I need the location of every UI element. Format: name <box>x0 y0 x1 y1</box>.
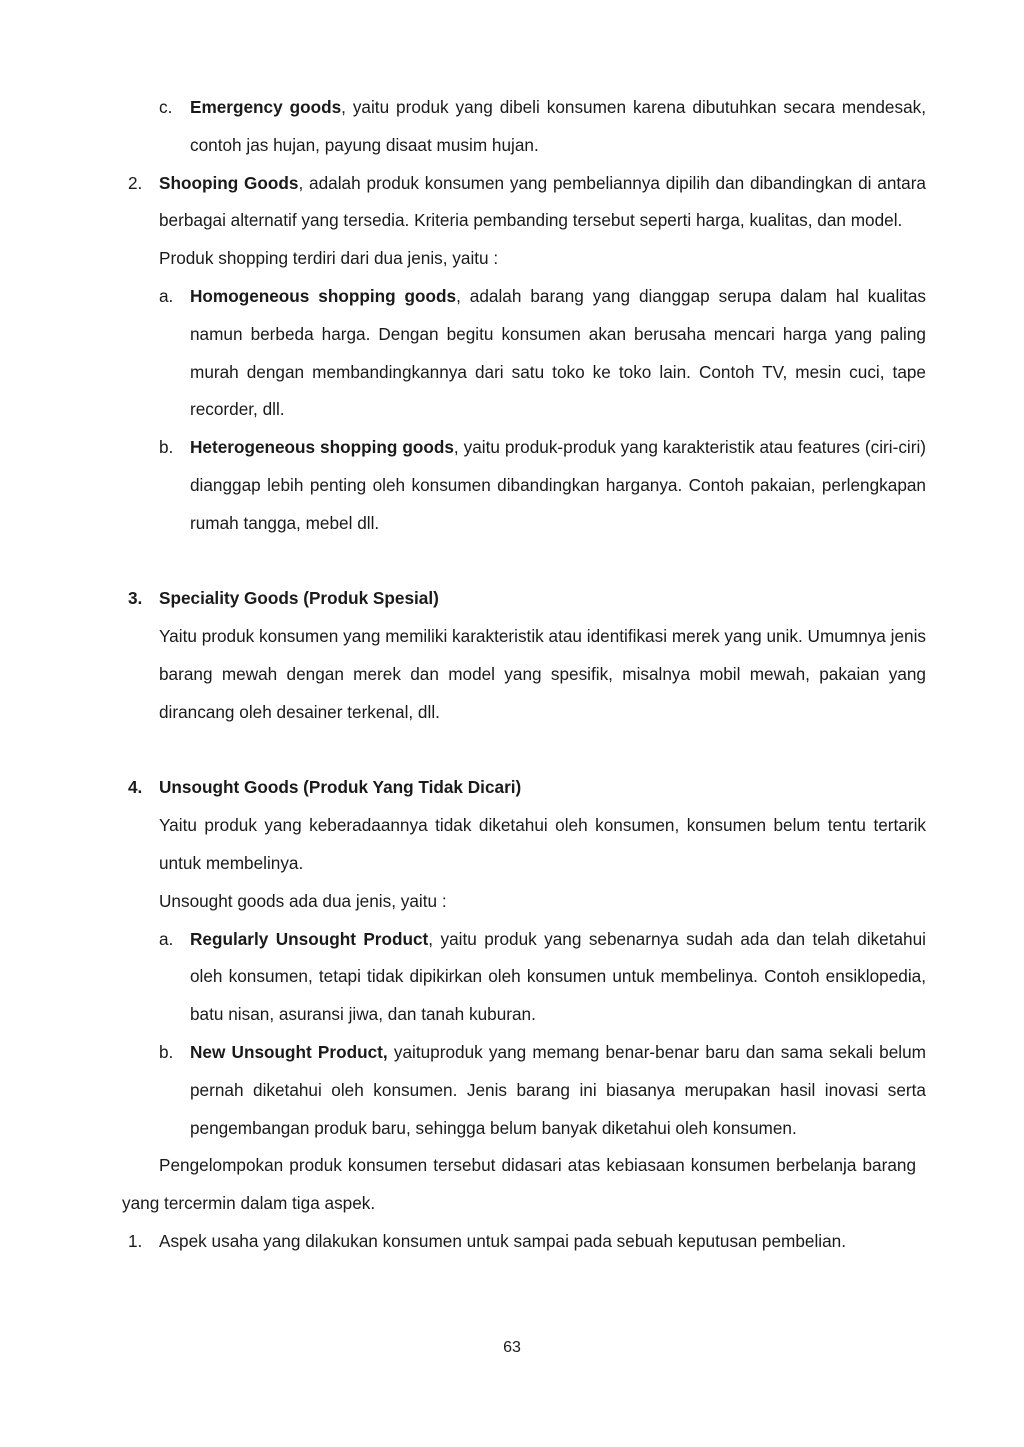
list-item-heterogeneous-shopping-goods <box>122 429 926 542</box>
list-item-shopping-goods <box>122 165 926 241</box>
section-text-unsought-goods: Yaitu produk yang keberadaannya tidak diketahui oleh konsumen, konsumen belum tentu tertarik untuk membelinya. <box>159 815 926 873</box>
definition-text: , yaitu produk yang sebenarnya sudah ada dan telah diketahui oleh konsumen, tetapi tidak dipikirkan oleh konsumen untuk membelinya. Contoh ensiklopedia, batu nisan, asuransi jiwa, dan tanah kuburan. <box>190 928 926 1025</box>
section-heading-speciality-goods <box>122 580 926 618</box>
list-item-aspect-1 <box>122 1223 926 1261</box>
page-number: 63 <box>503 1339 521 1356</box>
section-text-speciality-goods: Yaitu produk konsumen yang memiliki karakteristik atau identifikasi merek yang unik. Umumnya jenis barang mewah dengan merek dan model yang spesifik, misalnya mobil mewah, pakaian yang dirancang oleh desainer terkenal, dll. <box>159 626 926 722</box>
closing-paragraph: Pengelompokan produk konsumen tersebut didasari atas kebiasaan konsumen berbelanja barang yang tercermin dalam tiga aspek. <box>122 1155 916 1214</box>
definition-text: , adalah produk konsumen yang pembeliannya dipilih dan dibandingkan di antara berbagai alternatif yang tersedia. Kriteria pembanding tersebut seperti harga, kualitas, dan model. <box>159 172 926 231</box>
list-marker: a. <box>159 928 174 949</box>
list-marker: b. <box>159 1041 174 1062</box>
term-emergency-goods: Emergency goods <box>190 97 342 117</box>
definition-text: , yaitu produk yang dibeli konsumen karena dibutuhkan secara mendesak, contoh jas hujan, payung disaat musim hujan. <box>190 97 926 155</box>
spacer <box>122 543 926 581</box>
list-item-emergency-goods <box>122 89 926 165</box>
list-item-homogeneous-shopping-goods <box>122 278 926 429</box>
list-marker: a. <box>159 285 174 306</box>
list-marker: 1. <box>128 1230 143 1251</box>
term-regularly-unsought: Regularly Unsought Product <box>190 928 429 949</box>
list-marker: 3. <box>128 588 143 609</box>
term-homogeneous: Homogeneous shopping goods <box>190 285 457 306</box>
definition-text: , yaitu produk-produk yang karakteristik atau features (ciri-ciri) dianggap lebih penting oleh konsumen dibandingkan harganya. Contoh pakaian, perlengkapan rumah tangga, mebel dll. <box>190 437 926 533</box>
list-marker: c. <box>159 97 173 117</box>
section-heading-unsought-goods <box>122 769 926 807</box>
spacer <box>122 732 926 770</box>
heading-text: Speciality Goods (Produk Spesial) <box>159 588 439 609</box>
definition-text: yaituproduk yang memang benar-benar baru dan sama sekali belum pernah diketahui oleh konsumen. Jenis barang ini biasanya merupakan hasil inovasi serta pengembangan produk baru, sehingga belum banyak diketahui oleh konsumen. <box>190 1041 926 1138</box>
heading-text: Unsought Goods (Produk Yang Tidak Dicari) <box>159 777 522 798</box>
list-item-new-unsought-product <box>122 1034 926 1147</box>
definition-text: , adalah barang yang dianggap serupa dalam hal kualitas namun berbeda harga. Dengan begitu konsumen akan berusaha mencari harga yang paling murah dengan membandingkannya dari satu toko ke toko lain. Contoh TV, mesin cuci, tape recorder, dll. <box>190 285 927 420</box>
term-heterogeneous: Heterogeneous shopping goods <box>190 437 454 458</box>
intro-text: Produk shopping terdiri dari dua jenis, yaitu : <box>159 248 499 269</box>
aspect-text: Aspek usaha yang dilakukan konsumen untuk sampai pada sebuah keputusan pembelian. <box>159 1230 847 1251</box>
list-marker: b. <box>159 437 174 458</box>
term-new-unsought: New Unsought Product, <box>190 1041 388 1062</box>
list-item-regularly-unsought-product <box>122 921 926 1034</box>
term-shopping-goods: Shooping Goods <box>159 172 299 193</box>
list-marker: 4. <box>128 777 143 798</box>
intro-text: Unsought goods ada dua jenis, yaitu : <box>159 890 447 911</box>
list-marker: 2. <box>128 172 143 193</box>
